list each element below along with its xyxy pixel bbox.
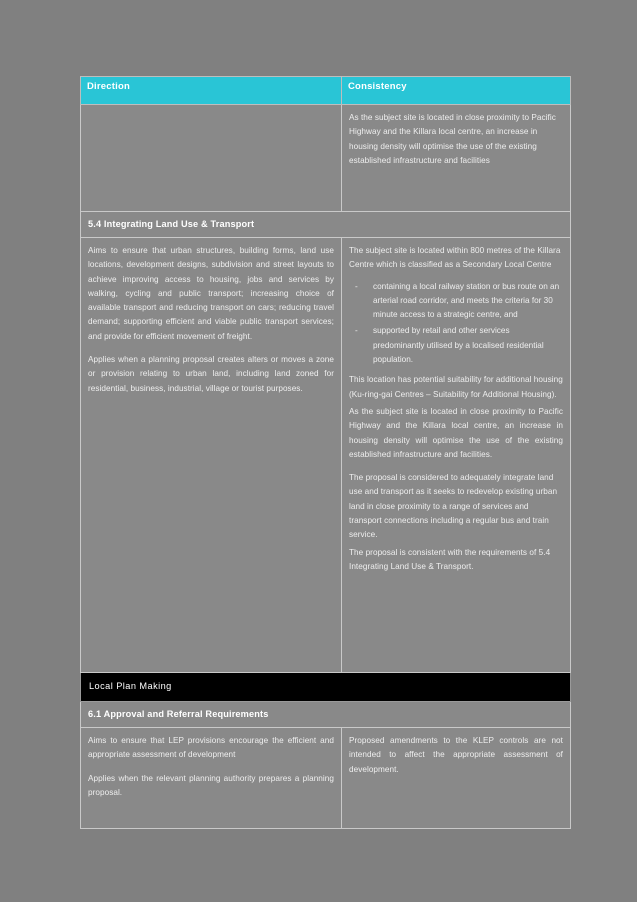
dash-bullet-icon: - [355, 326, 358, 336]
direction-paragraph: Aims to ensure that urban structures, building forms, land use locations, development designs, subdivision and street layouts to achieve improving access to housing, jobs and services by walking, cycling and public transport; increasing choice of available transport and reducing transport on cars; reducing travel demand; supporting efficient and viable public transport services; and provide for efficient movement of freight. [88, 246, 334, 341]
section-heading-label: 5.4 Integrating Land Use & Transport [88, 219, 255, 229]
dash-bullet-icon: - [355, 281, 358, 291]
cell-direction-0 [81, 105, 342, 212]
column-header-consistency: Consistency [348, 81, 407, 92]
list-item [349, 280, 563, 323]
assessment-table-container [80, 76, 570, 829]
direction-paragraph: Applies when the relevant planning authority prepares a planning proposal. [88, 773, 334, 797]
cell-consistency-0 [342, 105, 571, 212]
cell-direction-2 [81, 238, 342, 673]
assessment-table [80, 76, 571, 829]
header-cell-direction [81, 77, 342, 105]
chapter-heading-cell [81, 673, 571, 702]
list-item [349, 324, 563, 367]
direction-paragraph: Aims to ensure that LEP provisions encourage the efficient and appropriate assessment of development [88, 736, 334, 760]
consistency-paragraph: The proposal is considered to adequately integrate land use and transport as it seeks to redevelop existing urban land in close proximity to a range of services and transport connections including a regular bus and train service. [349, 473, 558, 540]
cell-consistency-5 [342, 728, 571, 829]
table-header-row [81, 77, 571, 105]
direction-paragraph: Applies when a planning proposal creates alters or moves a zone or provision relating to urban land, including land zoned for residential, business, industrial, village or tourist purposes. [88, 355, 334, 393]
section-heading-cell [81, 702, 571, 728]
section-heading-cell [81, 212, 571, 238]
section-row-6-1 [81, 702, 571, 728]
cell-consistency-2 [342, 238, 571, 673]
consistency-paragraph: This location has potential suitability for additional housing (Ku-ring-gai Centres – Suitability for Additional Housing). [349, 375, 563, 399]
header-cell-consistency [342, 77, 571, 105]
section-row-5-4 [81, 212, 571, 238]
chapter-heading-label: Local Plan Making [89, 681, 172, 691]
list-item-label: supported by retail and other services predominantly utilised by a localised residential population. [373, 326, 544, 365]
consistency-bullet-list [349, 280, 563, 368]
consistency-paragraph: The proposal is consistent with the requirements of 5.4 Integrating Land Use & Transport. [349, 547, 551, 571]
consistency-paragraph: As the subject site is located in close proximity to Pacific Highway and the Killara local centre, an increase in housing density will optimise the use of the existing established infrastructure and facilities. [349, 406, 563, 459]
table-row [81, 728, 571, 829]
table-row [81, 238, 571, 673]
section-heading-label: 6.1 Approval and Referral Requirements [88, 709, 269, 719]
consistency-paragraph: As the subject site is located in close proximity to Pacific Highway and the Killara local centre, an increase in housing density will optimise the use of the existing established infrastructure and facilities [349, 113, 556, 165]
column-header-direction: Direction [87, 81, 130, 92]
cell-direction-5 [81, 728, 342, 829]
list-item-label: containing a local railway station or bus route on an arterial road corridor, and meets the criteria for 30 minute access to a strategic centre, and [373, 281, 560, 320]
chapter-row-local-plan-making [81, 673, 571, 702]
table-row [81, 105, 571, 212]
consistency-intro-paragraph: The subject site is located within 800 metres of the Killara Centre which is classified as a Secondary Local Centre [349, 246, 561, 270]
consistency-paragraph: Proposed amendments to the KLEP controls are not intended to affect the appropriate assessment of development. [349, 736, 563, 774]
